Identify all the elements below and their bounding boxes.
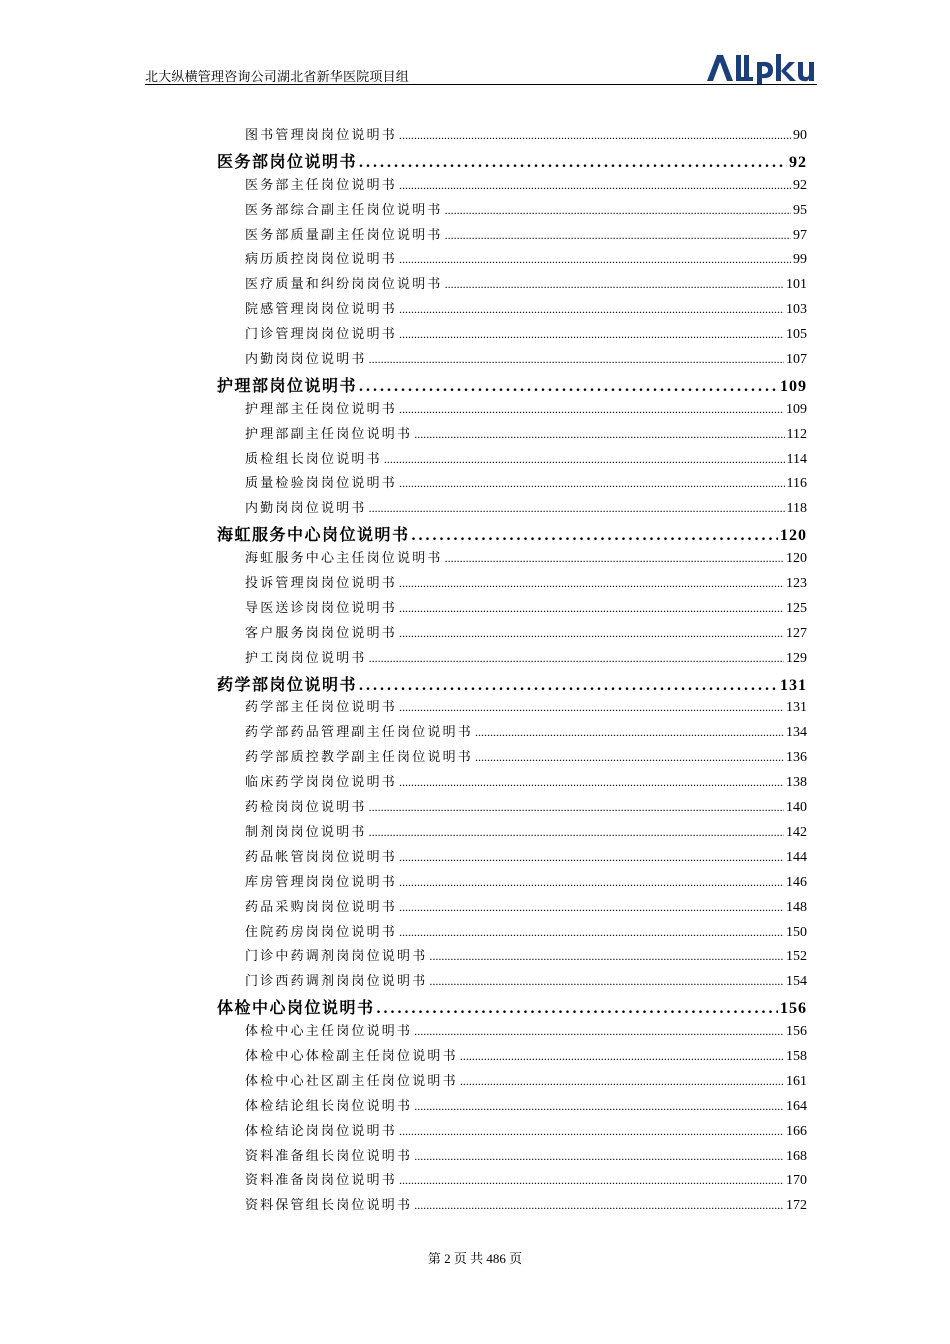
toc-entry-title: 药学部质控教学副主任岗位说明书 (245, 750, 474, 766)
toc-leader-dots (399, 1173, 784, 1188)
toc-leader-dots (445, 203, 791, 218)
toc-entry[interactable] (217, 1095, 807, 1120)
toc-entry-page: 99 (793, 252, 807, 268)
toc-entry-page: 161 (786, 1073, 807, 1089)
toc-leader-dots (369, 651, 784, 666)
toc-leader-dots (460, 1074, 784, 1089)
toc-entry-page: 148 (786, 899, 807, 915)
toc-entry[interactable] (217, 696, 807, 721)
toc-leader-dots (399, 252, 791, 267)
toc-entry-title: 门诊管理岗岗位说明书 (245, 327, 398, 343)
toc-entry-title: 体检结论岗岗位说明书 (245, 1123, 398, 1139)
toc-entry-title: 制剂岗岗位说明书 (245, 824, 367, 840)
toc-entry[interactable] (217, 224, 807, 249)
toc-entry-page: 114 (786, 451, 807, 467)
toc-entry[interactable] (217, 796, 807, 821)
toc-entry[interactable] (217, 248, 807, 273)
toc-entry-title: 医务部岗位说明书 (217, 151, 358, 171)
toc-leader-dots (429, 949, 784, 964)
toc-entry-page: 146 (786, 874, 807, 890)
toc-section-entry[interactable] (217, 672, 807, 697)
toc-entry-title: 药学部主任岗位说明书 (245, 700, 398, 716)
toc-entry-title: 内勤岗岗位说明书 (245, 352, 367, 368)
toc-entry-page: 103 (786, 302, 807, 318)
toc-leader-dots (399, 402, 784, 417)
toc-entry-title: 海虹服务中心主任岗位说明书 (245, 551, 443, 567)
toc-entry[interactable] (217, 1169, 807, 1194)
toc-entry-title: 院感管理岗岗位说明书 (245, 302, 398, 318)
toc-entry-title: 药品帐管岗岗位说明书 (245, 849, 398, 865)
toc-entry-page: 112 (786, 426, 807, 442)
toc-entry[interactable] (217, 199, 807, 224)
toc-leader-dots (399, 576, 784, 591)
toc-entry[interactable] (217, 871, 807, 896)
toc-entry-title: 药学部药品管理副主任岗位说明书 (245, 725, 474, 741)
toc-leader-dots (399, 601, 784, 616)
toc-entry-title: 质量检验岗岗位说明书 (245, 476, 398, 492)
toc-entry-page: 134 (786, 725, 807, 741)
toc-entry[interactable] (217, 273, 807, 298)
toc-entry-title: 护理部主任岗位说明书 (245, 401, 398, 417)
toc-entry-title: 资料准备岗岗位说明书 (245, 1173, 398, 1189)
toc-leader-dots (475, 750, 784, 765)
toc-entry-page: 97 (793, 227, 807, 243)
toc-leader-dots (399, 476, 785, 491)
toc-leader-dots (369, 800, 784, 815)
toc-entry-page: 144 (786, 849, 807, 865)
page-footer: 第 2 页 共 486 页 (427, 1251, 523, 1266)
toc-leader-dots (359, 154, 787, 172)
toc-entry-page: 120 (786, 551, 807, 567)
toc-entry-title: 药检岗岗位说明书 (245, 800, 367, 816)
toc-entry-title: 门诊中药调剂岗岗位说明书 (245, 949, 428, 965)
toc-entry-page: 170 (786, 1173, 807, 1189)
toc-entry-page: 101 (786, 277, 807, 293)
toc-entry[interactable] (217, 398, 807, 423)
toc-entry[interactable] (217, 647, 807, 672)
toc-entry-title: 体检中心社区副主任岗位说明书 (245, 1073, 458, 1089)
toc-leader-dots (399, 128, 791, 143)
toc-section-entry[interactable] (217, 373, 807, 398)
toc-leader-dots (475, 725, 784, 740)
toc-entry-page: 92 (789, 153, 807, 171)
toc-entry-page: 136 (786, 750, 807, 766)
toc-entry-page: 168 (786, 1148, 807, 1164)
toc-entry-title: 内勤岗岗位说明书 (245, 501, 367, 517)
toc-entry-title: 海虹服务中心岗位说明书 (217, 525, 410, 545)
table-of-contents (217, 124, 807, 1219)
toc-entry-page: 92 (793, 177, 807, 193)
header-text: 北大纵横管理咨询公司湖北省新华医院项目组 (145, 69, 410, 84)
toc-entry-title: 医务部综合副主任岗位说明书 (245, 202, 443, 218)
toc-entry-page: 105 (786, 327, 807, 343)
toc-entry[interactable] (217, 921, 807, 946)
toc-leader-dots (399, 875, 784, 890)
toc-entry-page: 150 (786, 924, 807, 940)
toc-entry-title: 质检组长岗位说明书 (245, 451, 382, 467)
toc-entry-page: 118 (786, 501, 807, 517)
toc-entry-title: 导医送诊岗岗位说明书 (245, 600, 398, 616)
toc-leader-dots (429, 974, 784, 989)
toc-entry[interactable] (217, 174, 807, 199)
toc-leader-dots (399, 850, 784, 865)
toc-entry-title: 医疗质量和纠纷岗岗位说明书 (245, 277, 443, 293)
toc-entry-title: 医务部质量副主任岗位说明书 (245, 227, 443, 243)
toc-entry-title: 体检中心岗位说明书 (217, 998, 375, 1018)
toc-leader-dots (399, 925, 784, 940)
toc-leader-dots (377, 1000, 778, 1018)
toc-entry-page: 127 (786, 625, 807, 641)
toc-entry[interactable] (217, 323, 807, 348)
toc-entry-page: 129 (786, 650, 807, 666)
toc-entry[interactable] (217, 846, 807, 871)
toc-entry[interactable] (217, 124, 807, 149)
toc-entry[interactable] (217, 547, 807, 572)
toc-leader-dots (445, 277, 784, 292)
toc-entry-title: 门诊西药调剂岗岗位说明书 (245, 974, 428, 990)
toc-entry-title: 药学部岗位说明书 (217, 674, 358, 694)
toc-entry-title: 投诉管理岗岗位说明书 (245, 576, 398, 592)
toc-entry[interactable] (217, 1020, 807, 1045)
toc-leader-dots (414, 1099, 784, 1114)
toc-entry-page: 123 (786, 576, 807, 592)
toc-leader-dots (399, 626, 784, 641)
company-logo (705, 51, 817, 85)
toc-entry[interactable] (217, 423, 807, 448)
toc-entry-page: 131 (786, 700, 807, 716)
toc-leader-dots (399, 178, 791, 193)
toc-leader-dots (399, 327, 784, 342)
toc-entry-page: 152 (786, 949, 807, 965)
toc-entry[interactable] (217, 472, 807, 497)
toc-entry-title: 病历质控岗岗位说明书 (245, 252, 398, 268)
toc-entry-title: 护工岗岗位说明书 (245, 650, 367, 666)
toc-entry[interactable] (217, 945, 807, 970)
toc-leader-dots (412, 527, 778, 545)
toc-entry[interactable] (217, 721, 807, 746)
toc-entry-title: 客户服务岗岗位说明书 (245, 625, 398, 641)
toc-leader-dots (445, 551, 784, 566)
toc-entry-title: 库房管理岗岗位说明书 (245, 874, 398, 890)
toc-entry[interactable] (217, 448, 807, 473)
toc-entry-title: 医务部主任岗位说明书 (245, 177, 398, 193)
toc-entry-page: 120 (780, 527, 807, 545)
toc-entry-page: 90 (793, 128, 807, 143)
toc-leader-dots (445, 228, 791, 243)
toc-entry-title: 图书管理岗岗位说明书 (245, 128, 398, 143)
toc-leader-dots (359, 378, 778, 396)
toc-leader-dots (414, 1198, 784, 1213)
toc-entry-title: 护理部岗位说明书 (217, 375, 358, 395)
toc-entry-title: 住院药房岗岗位说明书 (245, 924, 398, 940)
toc-leader-dots (414, 1149, 784, 1164)
toc-leader-dots (399, 775, 784, 790)
toc-section-entry[interactable] (217, 995, 807, 1020)
toc-entry[interactable] (217, 746, 807, 771)
toc-section-entry[interactable] (217, 522, 807, 547)
toc-entry[interactable] (217, 970, 807, 995)
toc-entry-title: 药品采购岗岗位说明书 (245, 899, 398, 915)
toc-entry[interactable] (217, 622, 807, 647)
toc-entry-page: 116 (786, 476, 807, 492)
toc-leader-dots (369, 825, 784, 840)
toc-entry[interactable] (217, 1045, 807, 1070)
toc-leader-dots (369, 352, 784, 367)
toc-entry[interactable] (217, 771, 807, 796)
toc-entry[interactable] (217, 896, 807, 921)
toc-entry-page: 158 (786, 1048, 807, 1064)
toc-leader-dots (369, 501, 785, 516)
toc-entry[interactable] (217, 1145, 807, 1170)
toc-entry-page: 142 (786, 824, 807, 840)
toc-entry-page: 125 (786, 600, 807, 616)
toc-entry-page: 172 (786, 1198, 807, 1214)
toc-section-entry[interactable] (217, 149, 807, 174)
page-header (145, 48, 817, 86)
toc-entry-page: 156 (786, 1024, 807, 1040)
toc-entry-title: 资料准备组长岗位说明书 (245, 1148, 413, 1164)
toc-leader-dots (399, 900, 784, 915)
toc-entry-page: 154 (786, 974, 807, 990)
toc-entry-page: 95 (793, 202, 807, 218)
toc-entry-title: 临床药学岗岗位说明书 (245, 775, 398, 791)
toc-entry-page: 156 (780, 1000, 807, 1018)
toc-entry[interactable] (217, 821, 807, 846)
toc-leader-dots (414, 427, 784, 442)
toc-entry-page: 164 (786, 1098, 807, 1114)
toc-entry[interactable] (217, 572, 807, 597)
toc-entry-page: 166 (786, 1123, 807, 1139)
toc-entry[interactable] (217, 1194, 807, 1219)
toc-leader-dots (399, 1124, 784, 1139)
toc-leader-dots (399, 700, 784, 715)
toc-entry[interactable] (217, 497, 807, 522)
toc-entry-page: 131 (780, 676, 807, 694)
toc-entry-title: 体检中心体检副主任岗位说明书 (245, 1048, 458, 1064)
header-rule (145, 84, 817, 85)
toc-entry-page: 140 (786, 800, 807, 816)
toc-entry-title: 资料保管组长岗位说明书 (245, 1198, 413, 1214)
toc-entry[interactable] (217, 597, 807, 622)
toc-entry-page: 107 (786, 352, 807, 368)
toc-entry-page: 109 (780, 377, 807, 395)
toc-leader-dots (359, 677, 778, 695)
toc-entry[interactable] (217, 1070, 807, 1095)
toc-leader-dots (399, 302, 784, 317)
toc-entry-page: 109 (786, 401, 807, 417)
toc-entry-title: 护理部副主任岗位说明书 (245, 426, 413, 442)
toc-entry-page: 138 (786, 775, 807, 791)
toc-entry[interactable] (217, 298, 807, 323)
toc-entry-title: 体检中心主任岗位说明书 (245, 1024, 413, 1040)
toc-entry[interactable] (217, 348, 807, 373)
toc-leader-dots (460, 1049, 784, 1064)
toc-entry[interactable] (217, 1120, 807, 1145)
toc-leader-dots (384, 452, 785, 467)
toc-leader-dots (414, 1024, 784, 1039)
toc-entry-title: 体检结论组长岗位说明书 (245, 1098, 413, 1114)
